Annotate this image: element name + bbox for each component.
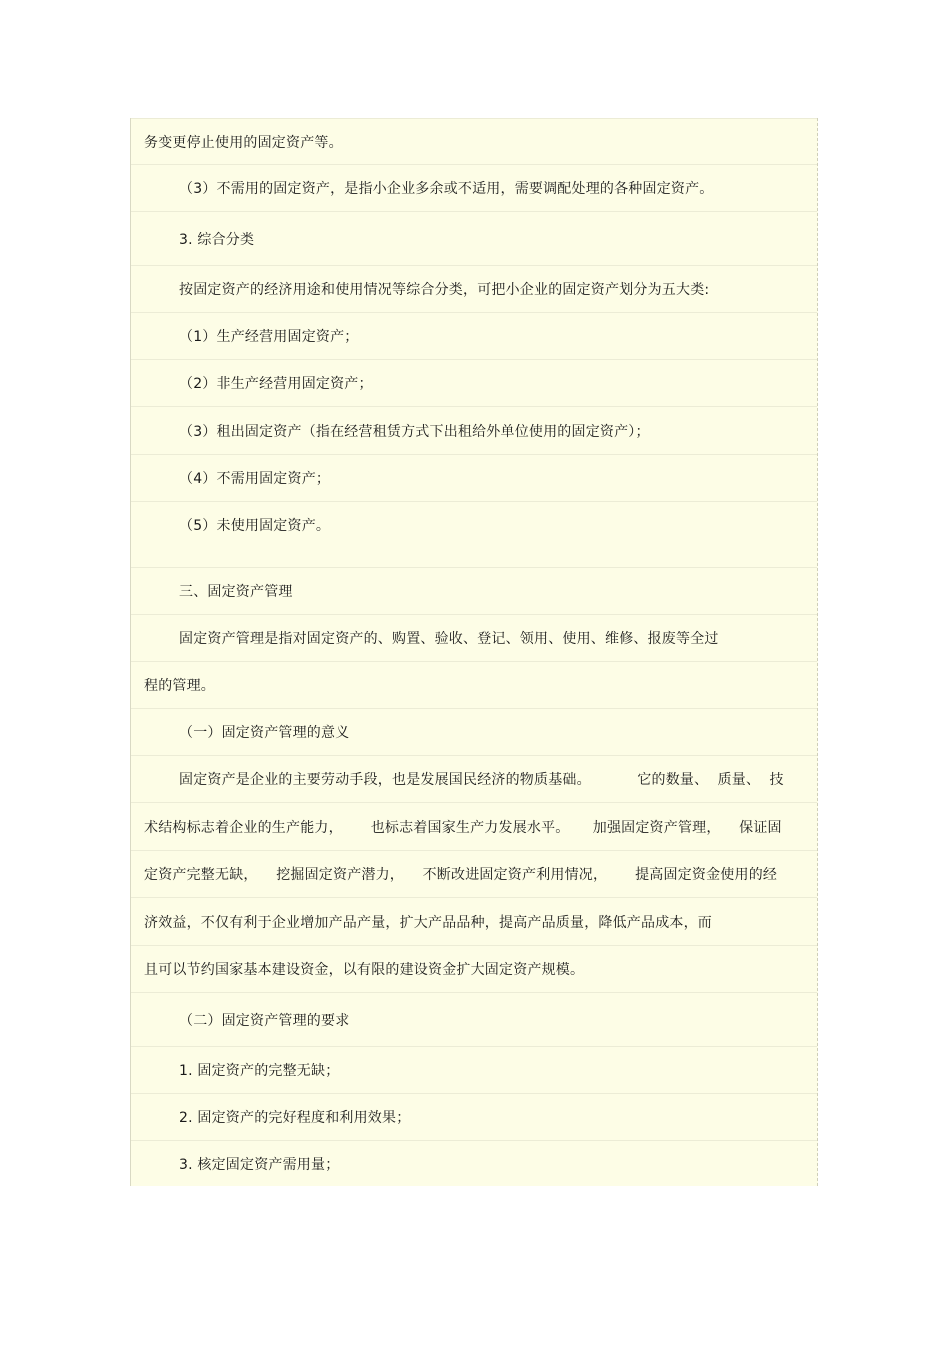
text-line: 且可以节约国家基本建设资金，以有限的建设资金扩大固定资产规模。 [131, 946, 817, 993]
text-line: 术结构标志着企业的生产能力， 也标志着国家生产力发展水平。 加强固定资产管理， 保证固 [131, 803, 817, 851]
list-item: 3. 核定固定资产需用量； [179, 1156, 340, 1173]
text-line: 固定资产管理是指对固定资产的、购置、验收、登记、领用、使用、维修、报废等全过 [131, 615, 817, 662]
list-item: （5）未使用固定资产。 [131, 502, 817, 568]
text-line: 定资产完整无缺， 挖掘固定资产潜力， 不断改进固定资产利用情况， 提高固定资金使用的经 [131, 851, 817, 898]
list-item: 2. 固定资产的完好程度和利用效果； [131, 1094, 817, 1141]
section-heading: 三、固定资产管理 [131, 568, 817, 615]
text-line: （3）不需用的固定资产，是指小企业多余或不适用，需要调配处理的各种固定资产。 [131, 165, 817, 212]
list-item: （4）不需用固定资产； [131, 455, 817, 502]
text-line: 固定资产是企业的主要劳动手段，也是发展国民经济的物质基础。 它的数量、 质量、 技 [131, 756, 817, 803]
list-item: （3）租出固定资产（指在经营租赁方式下出租给外单位使用的固定资产）； [131, 407, 817, 455]
text-line: 济效益，不仅有利于企业增加产品产量，扩大产品品种，提高产品质量，降低产品成本，而 [131, 898, 817, 946]
list-item: 1. 固定资产的完整无缺； [131, 1047, 817, 1094]
list-item: （2）非生产经营用固定资产； [131, 360, 817, 407]
text-line: 程的管理。 [131, 662, 817, 709]
section-heading: 3. 综合分类 [131, 212, 817, 266]
text-line: 按固定资产的经济用途和使用情况等综合分类，可把小企业的固定资产划分为五大类: [131, 266, 817, 313]
document-body [130, 118, 818, 1186]
subsection-heading: （一）固定资产管理的意义 [131, 709, 817, 756]
list-item: （1）生产经营用固定资产； [131, 313, 817, 360]
text-line: 务变更停止使用的固定资产等。 [131, 118, 817, 165]
subsection-heading: （二）固定资产管理的要求 [131, 993, 817, 1047]
